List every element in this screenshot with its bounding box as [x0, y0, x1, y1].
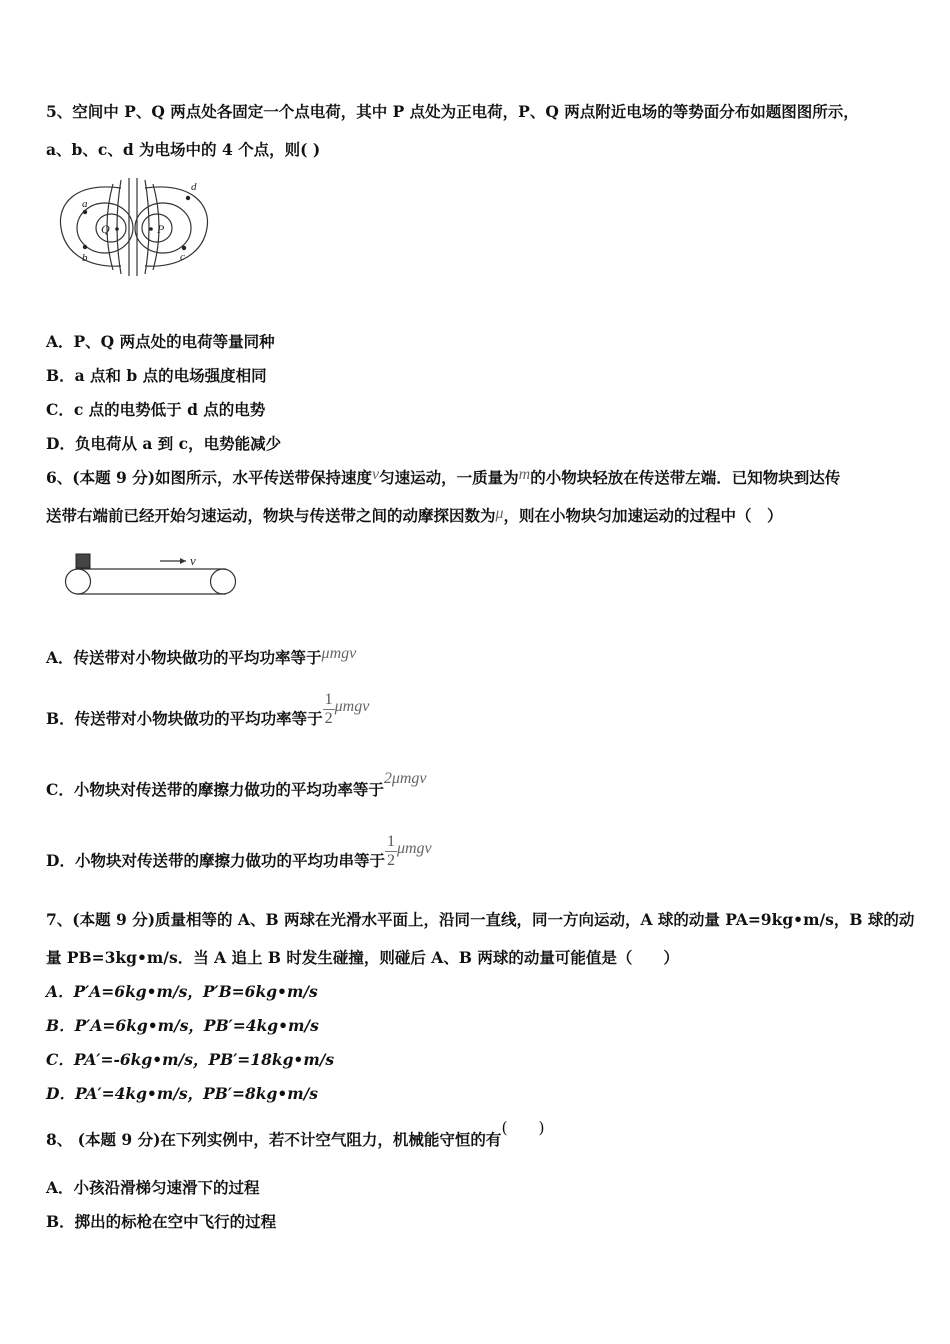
q6-stem-line1: [46, 468, 840, 489]
q5-option-a: A．P、Q 两点处的电荷等量同种: [46, 332, 275, 351]
q6-option-a-expr: μmgv: [321, 645, 357, 662]
label-P: P: [157, 222, 165, 236]
fraction-denominator: 2: [386, 851, 395, 869]
label-d: d: [191, 181, 197, 193]
q8-option-a: A．小孩沿滑梯匀速滑下的过程: [46, 1178, 260, 1197]
q7-option-d: D．PA′=4kg•m/s，PB′=8kg•m/s: [46, 1084, 319, 1103]
fraction-numerator: 1: [386, 832, 395, 850]
q6-v-symbol: v: [372, 466, 380, 483]
q6-option-b: [46, 688, 369, 729]
fraction-numerator: 1: [324, 690, 333, 708]
q7-stem-line2: 量 PB=3kg•m/s．当 A 追上 B 时发生碰撞，则碰后 A、B 两球的动量可能值是（ ）: [46, 948, 679, 967]
q7-option-c: C．PA′=-6kg•m/s，PB′=18kg•m/s: [46, 1050, 335, 1069]
q6-l1c: 的小物块轻放在传送带左端．已知物块到达传: [530, 468, 841, 487]
q8-paren: ( ): [501, 1119, 545, 1137]
q6-l2b: ，则在小物块匀加速运动的过程中（ ）: [503, 506, 783, 525]
q6-option-c-expr: 2μmgv: [383, 770, 427, 787]
q6-option-c: [46, 770, 427, 801]
conveyor-figure: [62, 550, 242, 600]
label-c: c: [180, 251, 185, 263]
q6-option-b-text: B．传送带对小物块做功的平均功率等于: [46, 709, 323, 728]
q6-option-b-fraction: [323, 691, 335, 728]
q5-option-d: D．负电荷从 a 到 c，电势能减少: [46, 434, 282, 453]
q6-l1a: 6、(本题 9 分)如图所示，水平传送带保持速度: [46, 468, 373, 487]
equipotential-figure: [55, 176, 220, 278]
q6-mu-symbol: μ: [495, 505, 504, 522]
q6-option-a-text: A．传送带对小物块做功的平均功率等于: [46, 648, 322, 667]
q6-option-d-text: D．小物块对传送带的摩擦力做功的平均功串等于: [46, 851, 385, 870]
q6-l1b: 匀速运动，一质量为: [379, 468, 519, 487]
q6-option-a: [46, 645, 357, 669]
q6-option-c-text: C．小物块对传送带的摩擦力做功的平均功率等于: [46, 780, 384, 799]
label-b: b: [82, 252, 88, 264]
q8-option-b: B．掷出的标枪在空中飞行的过程: [46, 1212, 277, 1231]
q5-option-c: C．c 点的电势低于 d 点的电势: [46, 400, 266, 419]
q7-stem-line1: 7、(本题 9 分)质量相等的 A、B 两球在光滑水平面上，沿同一直线，同一方向运动，A 球的动量 PA=9kg•m/s，B 球的动: [46, 910, 915, 929]
q7-option-b: B．P′A=6kg•m/s，PB′=4kg•m/s: [46, 1016, 319, 1035]
label-a: a: [82, 198, 88, 210]
q6-option-b-expr: μmgv: [334, 698, 370, 715]
q6-option-d-expr: μmgv: [396, 840, 432, 857]
q6-option-d-fraction: [385, 833, 397, 870]
q6-option-d: [46, 830, 432, 871]
q5-stem-line1: 5、空间中 P、Q 两点处各固定一个点电荷，其中 P 点处为正电荷，P、Q 两点附近电场的等势面分布如题图图所示，: [46, 102, 859, 121]
q8-stem: [46, 1119, 545, 1150]
fraction-denominator: 2: [324, 709, 333, 727]
q5-stem-line2: a、b、c、d 为电场中的 4 个点，则( ): [46, 140, 321, 159]
velocity-label: v: [190, 553, 196, 568]
label-Q: Q: [101, 222, 110, 236]
q6-stem-line2: [46, 506, 783, 527]
q6-m-symbol: m: [518, 466, 531, 483]
q8-stem-text: 8、 (本题 9 分)在下列实例中，若不计空气阻力，机械能守恒的有: [46, 1130, 502, 1149]
q7-option-a: A．P′A=6kg•m/s，P′B=6kg•m/s: [46, 982, 318, 1001]
q6-l2a: 送带右端前已经开始匀速运动，物块与传送带之间的动摩探因数为: [46, 506, 496, 525]
q5-option-b: B．a 点和 b 点的电场强度相同: [46, 366, 267, 385]
